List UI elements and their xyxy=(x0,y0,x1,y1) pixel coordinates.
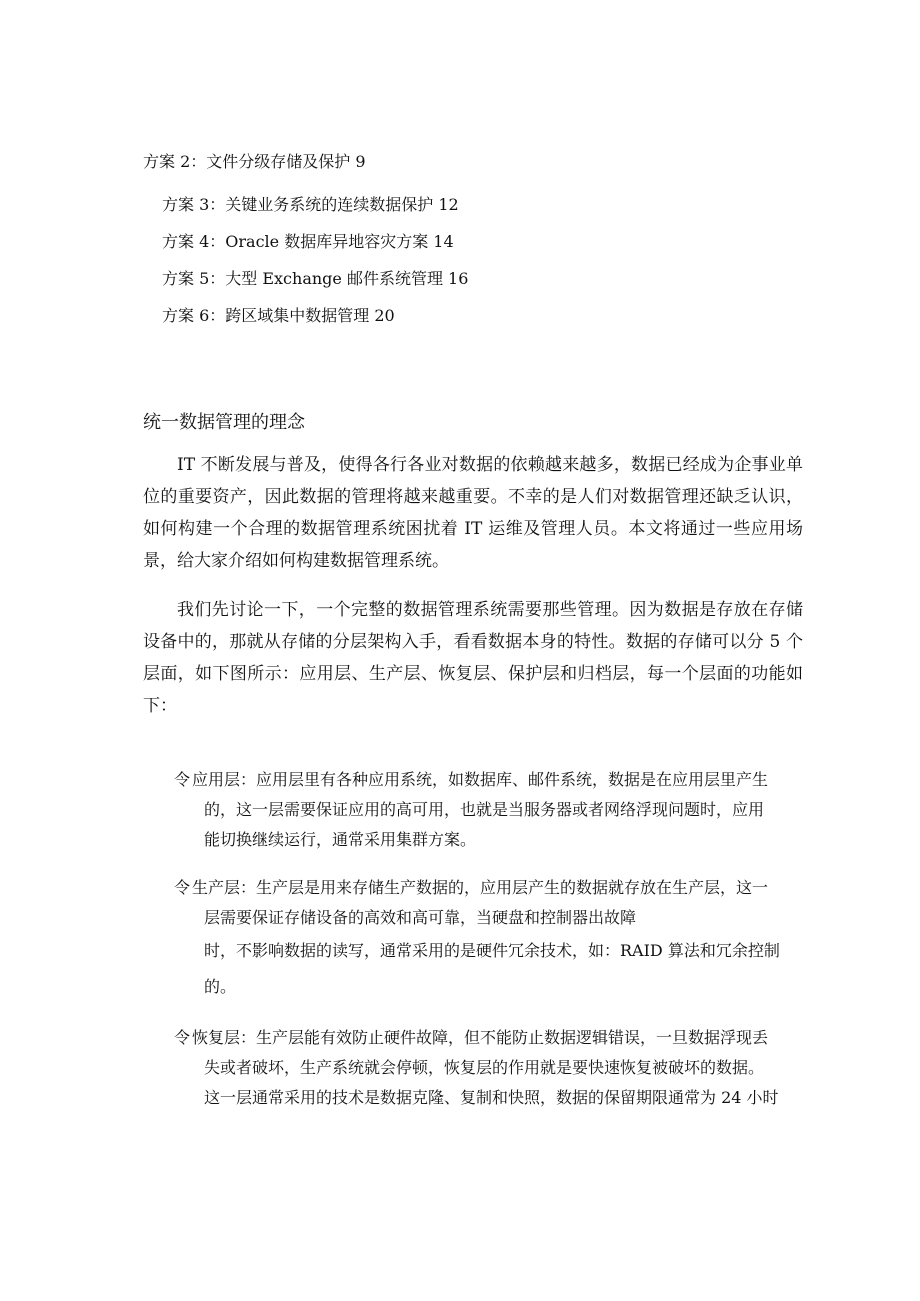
toc-entry-plan-6: 方案 6：跨区域集中数据管理 20 xyxy=(162,306,395,325)
production-layer-line-1: 生产层：生产层是用来存储生产数据的，应用层产生的数据就存放在生产层，这一 xyxy=(192,878,769,897)
toc-list xyxy=(162,193,468,341)
layer-list xyxy=(174,765,824,1131)
toc-entry-plan-2: 方案 2：文件分级存储及保护 9 xyxy=(143,152,366,171)
list-item-recovery-layer xyxy=(174,1023,824,1113)
bullet-marker: 令 xyxy=(174,1028,191,1047)
production-layer-line-4: 的。 xyxy=(204,977,237,996)
storage-layers-paragraph: 我们先讨论一下，一个完整的数据管理系统需要那些管理。因为数据是存放在存储设备中的，那就从存储的分层架构入手，看看数据本身的特性。数据的存储可以分 5 个层面，如下图所示：应用层、生产层、恢复层、保护层和归档层，每一个层面的功能如下： xyxy=(143,600,803,716)
application-layer-line-1: 应用层：应用层里有各种应用系统，如数据库、邮件系统，数据是在应用层里产生 xyxy=(192,770,769,789)
section-title: 统一数据管理的理念 xyxy=(143,412,305,433)
bullet-marker: 令 xyxy=(174,878,191,897)
production-layer-line-2: 层需要保证存储设备的高效和高可靠，当硬盘和控制器出故障 xyxy=(204,908,637,927)
recovery-layer-line-3: 这一层通常采用的技术是数据克隆、复制和快照，数据的保留期限通常为 24 小时 xyxy=(204,1088,779,1107)
application-layer-line-3: 能切换继续运行，通常采用集群方案。 xyxy=(204,830,477,849)
toc-entry-plan-4: 方案 4：Oracle 数据库异地容灾方案 14 xyxy=(162,232,454,251)
toc-entry-plan-5: 方案 5：大型 Exchange 邮件系统管理 16 xyxy=(162,269,469,288)
recovery-layer-line-1: 恢复层：生产层能有效防止硬件故障，但不能防止数据逻辑错误，一旦数据浮现丢 xyxy=(192,1028,769,1047)
production-layer-line-3: 时，不影响数据的读写，通常采用的是硬件冗余技术，如：RAID 算法和冗余控制 xyxy=(204,941,780,960)
application-layer-line-2: 的，这一层需要保证应用的高可用，也就是当服务器或者网络浮现问题时，应用 xyxy=(204,800,765,819)
toc-entry-plan-3: 方案 3：关键业务系统的连续数据保护 12 xyxy=(162,195,459,214)
bullet-marker: 令 xyxy=(174,770,191,789)
recovery-layer-line-2: 失或者破坏，生产系统就会停顿，恢复层的作用就是要快速恢复被破坏的数据。 xyxy=(204,1058,765,1077)
intro-paragraph: IT 不断发展与普及，使得各行各业对数据的依赖越来越多，数据已经成为企事业单位的重要资产，因此数据的管理将越来越重要。不幸的是人们对数据管理还缺乏认识，如何构建一个合理的数据管理系统困扰着 IT 运维及管理人员。本文将通过一些应用场景，给大家介绍如何构建数据管理系统。 xyxy=(143,455,803,571)
list-item-production-layer xyxy=(174,873,824,1005)
list-item-application-layer xyxy=(174,765,824,855)
